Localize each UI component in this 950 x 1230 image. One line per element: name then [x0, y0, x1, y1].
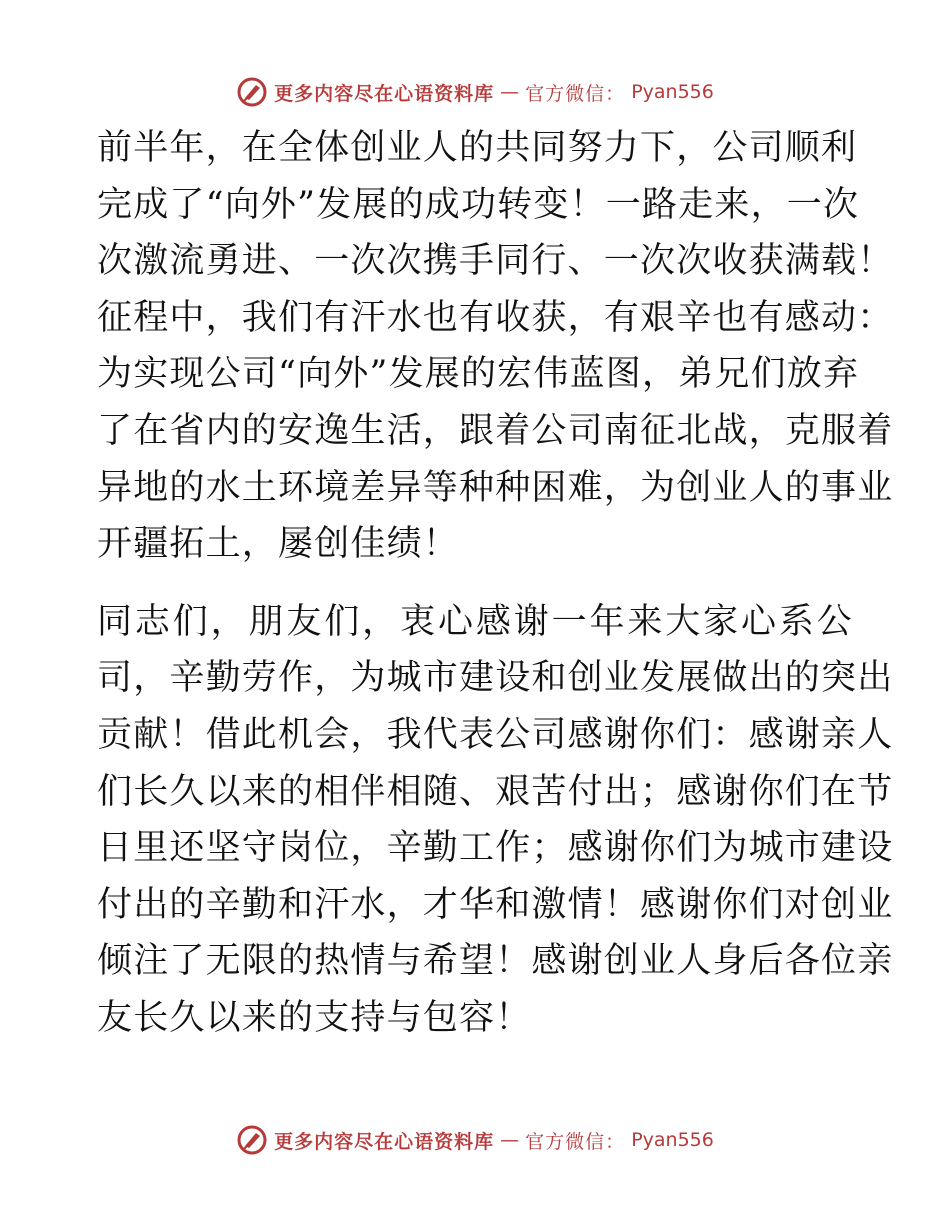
quill-logo-icon	[236, 1124, 268, 1156]
text-line: 征程中，我们有汗水也有收获，有艰辛也有感动：	[97, 297, 894, 338]
text-line: 付出的辛勤和汗水，才华和激情！感谢你们对创业	[97, 884, 894, 925]
watermark-wechat-label: 官方微信：	[525, 82, 626, 105]
text-line: 异地的水土环境差异等种种困难，为创业人的事业	[97, 467, 894, 508]
footer-watermark	[0, 1120, 950, 1160]
text-line: 们长久以来的相伴相随、艰苦付出；感谢你们在节	[97, 771, 894, 812]
watermark-wechat-label: 官方微信：	[525, 1130, 626, 1153]
text-line: 开疆拓土，屡创佳绩！	[97, 524, 460, 565]
text-line: 次激流勇进、一次次携手同行、一次次收获满载！	[97, 241, 894, 282]
text-line: 友长久以来的支持与包容！	[97, 997, 532, 1038]
text-line: 前半年，在全体创业人的共同努力下，公司顺利	[97, 128, 858, 168]
watermark-brand: 更多内容尽在心语资料库	[274, 82, 495, 105]
paragraph-1	[97, 120, 894, 573]
watermark-separator: —	[500, 81, 520, 103]
text-line: 日里还坚守岗位，辛勤工作；感谢你们为城市建设	[97, 828, 894, 869]
text-line: 为实现公司“向外”发展的宏伟蓝图，弟兄们放弃	[97, 354, 860, 395]
text-line: 了在省内的安逸生活，跟着公司南征北战，克服着	[97, 410, 894, 451]
text-line: 贡献！借此机会，我代表公司感谢你们：感谢亲人	[97, 714, 894, 755]
watermark-separator: —	[500, 1129, 520, 1151]
watermark-brand: 更多内容尽在心语资料库	[274, 1130, 495, 1153]
header-watermark	[0, 72, 950, 112]
text-line: 同志们，朋友们，衷心感谢一年来大家心系公	[97, 601, 853, 642]
text-line: 完成了“向外”发展的成功转变！一路走来，一次	[97, 184, 860, 225]
paragraph-2	[97, 594, 894, 1047]
quill-logo-icon	[236, 76, 268, 108]
text-line: 倾注了无限的热情与希望！感谢创业人身后各位亲	[97, 941, 894, 982]
watermark-wechat-id: Pyan556	[631, 81, 714, 103]
document-body	[97, 120, 894, 1047]
text-line: 司，辛勤劳作，为城市建设和创业发展做出的突出	[97, 658, 894, 699]
watermark-wechat-id: Pyan556	[631, 1129, 714, 1151]
